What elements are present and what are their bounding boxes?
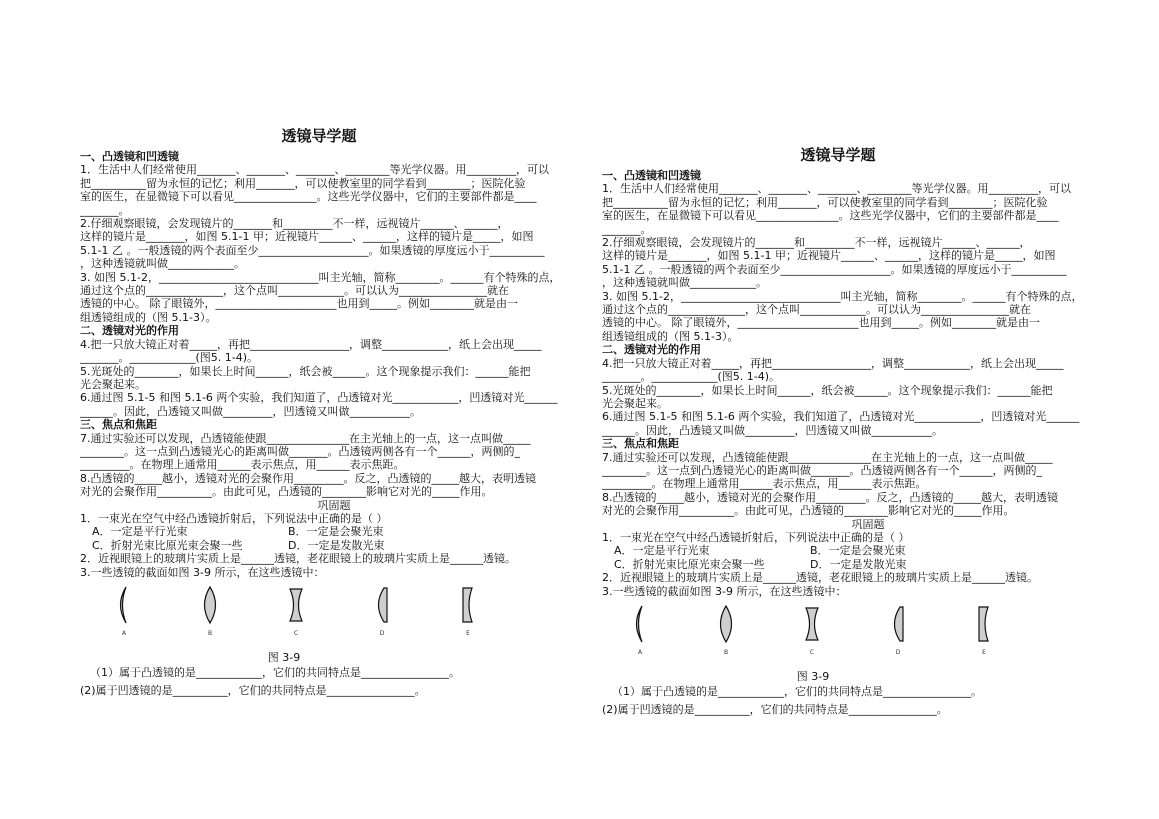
convex-lens-outline (205, 587, 216, 623)
text-line: 室的医生，在显微镜下可以看见_______________。这些光学仪器中，它们的主要部件都是____ (602, 209, 1059, 223)
plano-convex-lens-outline (895, 607, 904, 641)
text-line: 5.1-1 乙 。一般透镜的两个表面至少____________________。如果透镜的厚度远小于__________ (80, 243, 545, 257)
text-line: 7.通过实验还可以发现，凸透镜能使跟_______________在主光轴上的一点，这一点叫做_____ (80, 431, 531, 445)
text-line: 这样的镜片是_______，如图 5.1-1 甲；近视镜片______、______，这样的镜片是_____，如图 (80, 230, 534, 244)
text-line: 对光的会聚作用__________。由此可见，凸透镜的________影响它对光的_____作用。 (602, 504, 1015, 518)
text-line: 3. 如图 5.1-2，_____________________________叫主光轴，简称________。______有个特殊的点， (602, 289, 1083, 303)
text-line: _______。____________(图5. 1-4)。 (602, 370, 781, 384)
text-line: 5.光斑处的________，如果长上时间______，纸会被______。这个现象提示我们：______能把 (602, 383, 1053, 397)
plano-convex-lens-drawing (372, 585, 392, 625)
text-line: 6.通过图 5.1-5 和图 5.1-6 两个实验，我们知道了，凸透镜对光____________，凹透镜对光______ (602, 410, 1080, 424)
text-line: 7.通过实验还可以发现，凸透镜能使跟_______________在主光轴上的一点，这一点叫做_____ (602, 450, 1053, 464)
convex-lens (200, 585, 220, 637)
plano-concave-lens (458, 585, 478, 637)
lens-figure (602, 604, 1134, 666)
text-line: _________。在物理上通常用______表示焦点，用______表示焦距。 (80, 458, 405, 472)
text-line: _______。 (80, 203, 130, 217)
text-line: 把__________留为永恒的记忆；利用_______，可以使教室里的同学看到________；医院化验 (80, 176, 526, 190)
text-line: 通过这个点的______________，这个点叫____________。可以认为________________就在 (602, 303, 1031, 317)
text-line: 光会聚起来。 (80, 377, 146, 391)
lens-label: A (121, 630, 127, 637)
plano-convex-lens-drawing (888, 604, 908, 644)
concave-lens-drawing (286, 585, 306, 625)
left-worksheet (80, 126, 588, 697)
text-line: ，这种透镜就叫做____________。 (80, 257, 245, 271)
choice-option: C．折射光束比原光束会聚一些 (614, 557, 765, 571)
text-line: 通过这个点的______________，这个点叫____________。可以认为________________就在 (80, 284, 509, 298)
text-line: 3. 如图 5.1-2，_____________________________叫主光轴，简称________。______有个特殊的点， (80, 270, 561, 284)
section-heading: 三、焦点和焦距 (602, 437, 679, 451)
text-line: 8.凸透镜的_____越小，透镜对光的会聚作用_________。反之，凸透镜的_____越大，表明透镜 (602, 490, 1058, 504)
meniscus-lens-outline (121, 587, 127, 623)
plano-concave-lens (974, 604, 994, 656)
text-line: 1．生活中人们经常使用_______、_______、_______、________等光学仪器。用_________，可以 (80, 163, 549, 177)
text-line: ，这种透镜就叫做____________。 (602, 276, 767, 290)
text-line: 巩固题 (851, 517, 885, 531)
figure-caption: 图 3-9 (267, 651, 301, 664)
plano-concave-lens-outline (463, 588, 472, 622)
text-line: 2.仔细观察眼镜，会发现镜片的_______和_________不一样，远视镜片______、______， (602, 236, 1031, 250)
choice-option: C．折射光束比原光束会聚一些 (92, 538, 243, 552)
text-line: 2.仔细观察眼镜，会发现镜片的_______和_________不一样，远视镜片______、______， (80, 217, 509, 231)
plano-convex-lens (888, 604, 908, 656)
concave-lens-outline (806, 608, 818, 640)
section-heading: 一、凸透镜和凹透镜 (602, 169, 701, 182)
worksheet-body (602, 169, 1134, 544)
plano-concave-lens-drawing (458, 585, 478, 625)
option-row (602, 558, 1134, 571)
lens-label: C (293, 630, 299, 637)
section-heading: 二、透镜对光的作用 (80, 324, 179, 338)
meniscus-lens-outline (637, 606, 643, 642)
lens-label: D (379, 630, 385, 637)
text-line: 3.一些透镜的截面如图 3-9 所示，在这些透镜中： (80, 565, 325, 579)
text-line: 光会聚起来。 (602, 396, 668, 410)
plano-convex-lens (372, 585, 392, 637)
worksheet-title: 透镜导学题 (281, 127, 357, 145)
lens-figure (80, 585, 588, 647)
text-line: ______。因此，凸透镜又叫做_________，凹透镜又叫做___________。 (80, 404, 421, 418)
question-convex: （1）属于凸透镜的是____________，它们的共同特点是________________。 (612, 685, 982, 699)
question-concave: (2)属于凹透镜的是__________，它们的共同特点是________________。 (80, 683, 426, 697)
text-line: 2．近视眼镜上的玻璃片实质上是______透镜，老花眼镜上的玻璃片实质上是______透镜。 (80, 552, 516, 566)
option-row (80, 525, 588, 538)
concave-lens-drawing (802, 604, 822, 644)
section-heading: 一、凸透镜和凹透镜 (80, 150, 179, 163)
worksheet-body (80, 150, 588, 525)
lens-label: E (466, 630, 470, 637)
choice-option: A．一定是平行光束 (614, 544, 710, 558)
question-concave: (2)属于凹透镜的是__________，它们的共同特点是________________。 (602, 702, 948, 716)
text-line: 4.把一只放大镜正对着_____，再把__________________，调整____________，纸上会出现_____ (80, 337, 542, 351)
convex-lens-drawing (200, 585, 220, 625)
worksheet-title: 透镜导学题 (800, 146, 876, 164)
choice-option: D．一定是发散光束 (288, 538, 385, 552)
question-convex: （1）属于凸透镜的是____________，它们的共同特点是________________。 (90, 666, 460, 680)
lens-label: B (207, 630, 213, 637)
meniscus-lens-drawing (114, 585, 134, 625)
concave-lens (286, 585, 306, 637)
choice-option: D．一定是发散光束 (810, 557, 907, 571)
meniscus-lens-drawing (630, 604, 650, 644)
convex-lens-outline (721, 606, 732, 642)
text-line: 室的医生，在显微镜下可以看见_______________。这些光学仪器中，它们的主要部件都是____ (80, 190, 537, 204)
choice-options (80, 525, 588, 552)
convex-lens (716, 604, 736, 656)
lens-label: A (637, 649, 643, 656)
plano-concave-lens-drawing (974, 604, 994, 644)
text-line: 透镜的中心。 除了眼镜外，______________________也用到_____。例如________就是由一 (80, 297, 518, 311)
concave-lens-outline (290, 589, 302, 621)
choice-options (602, 544, 1134, 571)
worksheet-body-2 (602, 571, 1134, 598)
text-line: 对光的会聚作用__________。由此可见，凸透镜的________影响它对光的_____作用。 (80, 485, 493, 499)
lens-label: B (723, 649, 729, 656)
text-line: 3.一些透镜的截面如图 3-9 所示，在这些透镜中： (602, 584, 847, 598)
text-line: 8.凸透镜的_____越小，透镜对光的会聚作用_________。反之，凸透镜的_____越大，表明透镜 (80, 471, 536, 485)
text-line: 6.通过图 5.1-5 和图 5.1-6 两个实验，我们知道了，凸透镜对光____________，凹透镜对光______ (80, 391, 558, 405)
choice-option: B．一定是会聚光束 (810, 544, 906, 558)
right-worksheet (602, 145, 1134, 716)
text-line: _______。____________(图5. 1-4)。 (80, 351, 259, 365)
text-line: 巩固题 (317, 498, 351, 512)
choice-option: B．一定是会聚光束 (288, 525, 384, 539)
text-line: 1．生活中人们经常使用_______、_______、_______、________等光学仪器。用_________，可以 (602, 182, 1071, 196)
concave-lens (802, 604, 822, 656)
text-line: 1．一束光在空气中经凸透镜折射后，下列说法中正确的是（ ） (602, 530, 910, 544)
text-line: _______。 (602, 222, 652, 236)
text-line: ______。因此，凸透镜又叫做_________，凹透镜又叫做___________。 (602, 423, 943, 437)
convex-lens-drawing (716, 604, 736, 644)
section-heading: 三、焦点和焦距 (80, 418, 157, 432)
option-row (80, 539, 588, 552)
text-line: 4.把一只放大镜正对着_____，再把__________________，调整____________，纸上会出现_____ (602, 356, 1064, 370)
text-line: 5.1-1 乙 。一般透镜的两个表面至少____________________。如果透镜的厚度远小于__________ (602, 262, 1067, 276)
text-line: 组透镜组成的（图 5.1-3）。 (602, 329, 739, 343)
text-line: _________。在物理上通常用______表示焦点，用______表示焦距。 (602, 477, 927, 491)
text-line: 这样的镜片是_______，如图 5.1-1 甲；近视镜片______、______，这样的镜片是_____，如图 (602, 249, 1056, 263)
meniscus-lens (630, 604, 650, 656)
text-line: ________。这一点到凸透镜光心的距离叫做_______。凸透镜两侧各有一个______，两侧的_ (80, 444, 520, 458)
text-line: 组透镜组成的（图 5.1-3）。 (80, 310, 217, 324)
lens-label: C (809, 649, 815, 656)
text-line: 把__________留为永恒的记忆；利用_______，可以使教室里的同学看到________；医院化验 (602, 195, 1048, 209)
text-line: 5.光斑处的________，如果长上时间______，纸会被______。这个现象提示我们：______能把 (80, 364, 531, 378)
figure-caption: 图 3-9 (796, 670, 830, 683)
lens-label: E (982, 649, 986, 656)
lens-label: D (895, 649, 901, 656)
text-line: 2．近视眼镜上的玻璃片实质上是______透镜，老花眼镜上的玻璃片实质上是______透镜。 (602, 571, 1038, 585)
text-line: ________。这一点到凸透镜光心的距离叫做_______。凸透镜两侧各有一个______，两侧的_ (602, 463, 1042, 477)
text-line: 透镜的中心。 除了眼镜外，______________________也用到_____。例如________就是由一 (602, 316, 1040, 330)
text-line: 1．一束光在空气中经凸透镜折射后，下列说法中正确的是（ ） (80, 511, 388, 525)
worksheet-body-2 (80, 552, 588, 579)
choice-option: A．一定是平行光束 (92, 525, 188, 539)
section-heading: 二、透镜对光的作用 (602, 343, 701, 357)
option-row (602, 544, 1134, 557)
plano-convex-lens-outline (379, 588, 388, 622)
plano-concave-lens-outline (979, 607, 988, 641)
meniscus-lens (114, 585, 134, 637)
